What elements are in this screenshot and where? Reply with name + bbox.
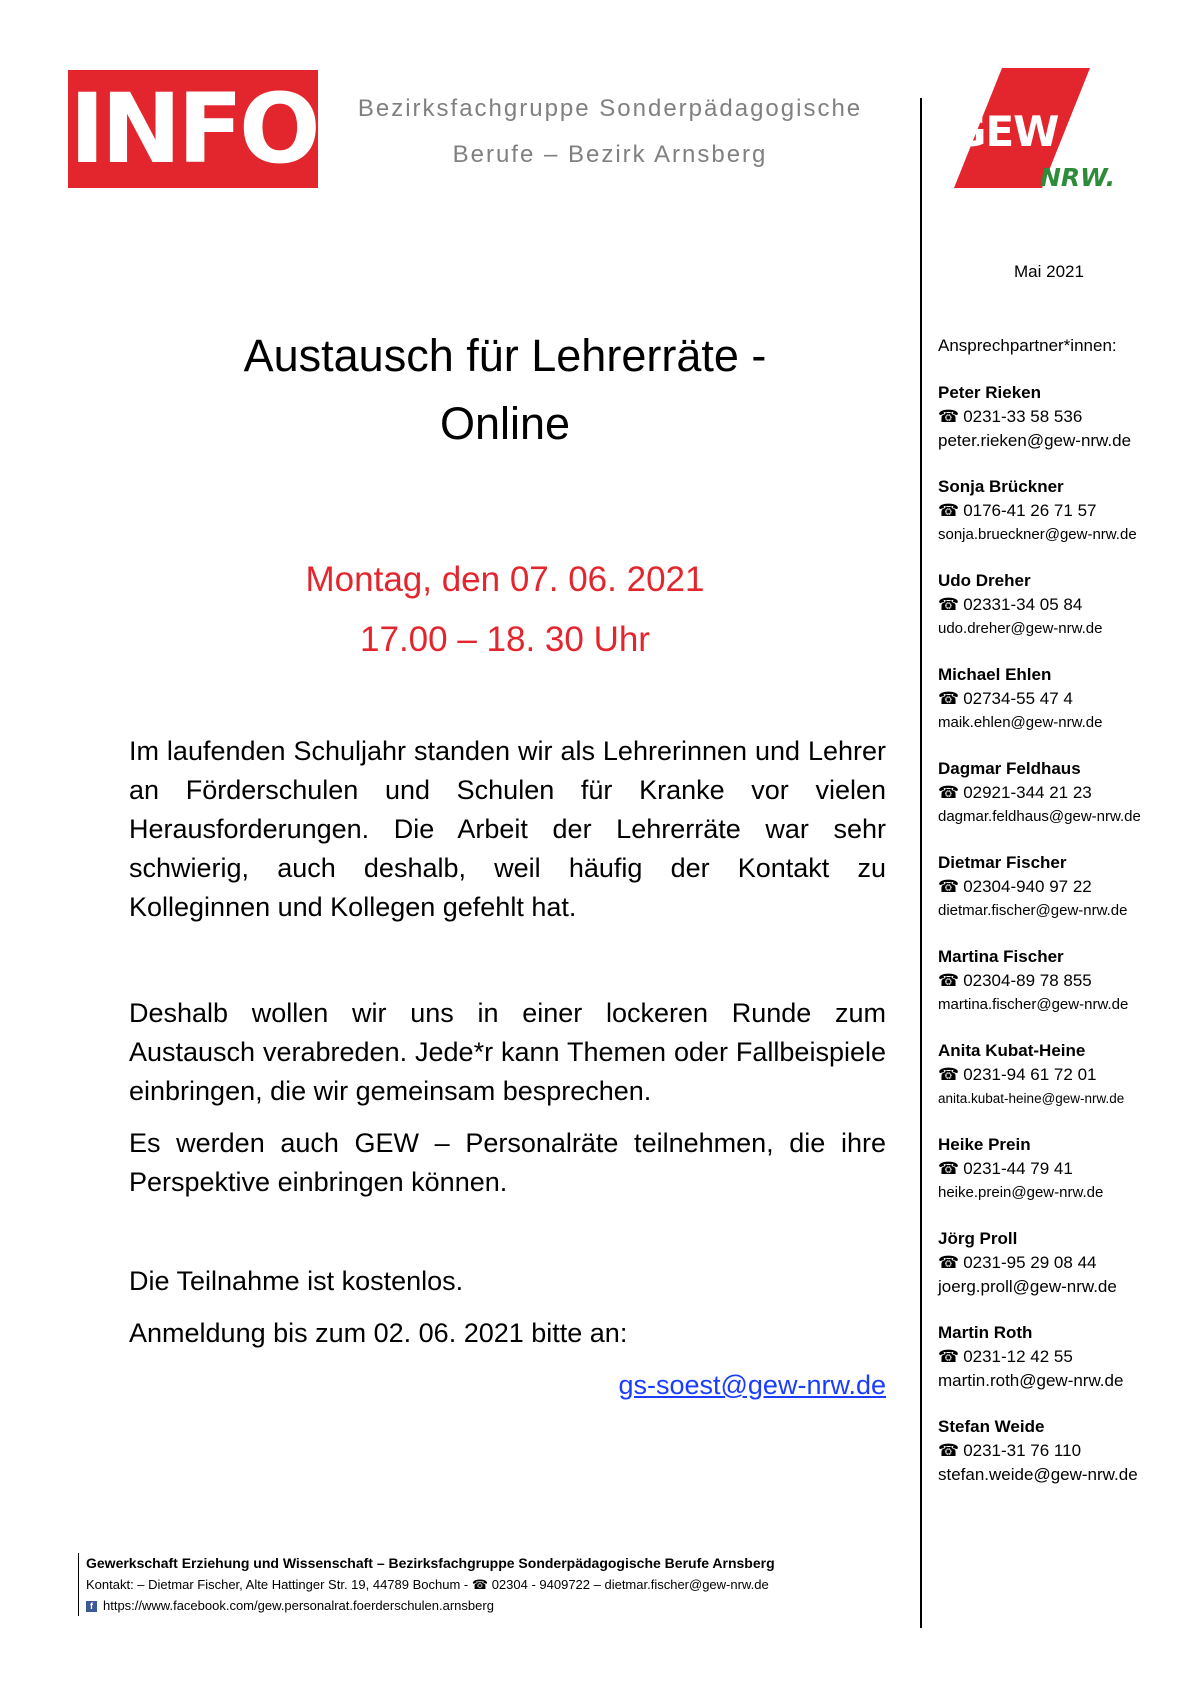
contact-name: Jörg Proll (938, 1229, 1018, 1248)
contact-email[interactable]: peter.rieken@gew-nrw.de (938, 431, 1132, 450)
contact-name: Peter Rieken (938, 383, 1041, 402)
contact-phone: ☎ 0231-12 42 55 (938, 1347, 1073, 1366)
event-time: 17.00 – 18. 30 Uhr (360, 620, 650, 659)
contact-phone: ☎ 02304-940 97 22 (938, 877, 1092, 896)
phone-icon: ☎ (938, 1065, 960, 1084)
contact-phone: ☎ 02304-89 78 855 (938, 971, 1092, 990)
registration-email-link[interactable]: gs-soest@gew-nrw.de (618, 1370, 886, 1400)
phone-icon: ☎ (938, 1159, 960, 1178)
event-date: Montag, den 07. 06. 2021 (305, 560, 705, 599)
nrw-logo-text: NRW. (1040, 163, 1116, 192)
contact-email[interactable]: maik.ehlen@gew-nrw.de (938, 714, 1103, 731)
phone-icon: ☎ (938, 407, 960, 426)
event-schedule (120, 550, 890, 670)
contact-phone: ☎ 0231-33 58 536 (938, 407, 1083, 426)
contact-name: Sonja Brückner (938, 477, 1064, 496)
contact-card (938, 381, 1178, 453)
phone-icon: ☎ (938, 595, 960, 614)
contact-name: Dietmar Fischer (938, 853, 1067, 872)
contact-card (938, 475, 1178, 547)
contact-phone: ☎ 0231-94 61 72 01 (938, 1065, 1097, 1084)
gew-nrw-logo (950, 68, 1130, 198)
contact-email[interactable]: heike.prein@gew-nrw.de (938, 1184, 1104, 1201)
contact-name: Dagmar Feldhaus (938, 759, 1081, 778)
contact-email[interactable]: joerg.proll@gew-nrw.de (938, 1277, 1117, 1296)
vertical-divider (920, 98, 922, 1628)
contact-name: Stefan Weide (938, 1417, 1045, 1436)
phone-icon: ☎ (938, 877, 960, 896)
contact-email[interactable]: martina.fischer@gew-nrw.de (938, 996, 1129, 1013)
footer (78, 1553, 906, 1616)
contact-phone: ☎ 0176-41 26 71 57 (938, 501, 1097, 520)
title-line1: Austausch für Lehrerräte - (243, 330, 767, 381)
personalrat-paragraph: Es werden auch GEW – Personalräte teilnehmen, die ihre Perspektive einbringen können. (129, 1128, 886, 1197)
contact-email[interactable]: dietmar.fischer@gew-nrw.de (938, 902, 1128, 919)
contact-email[interactable]: sonja.brueckner@gew-nrw.de (938, 526, 1137, 543)
contact-email[interactable]: udo.dreher@gew-nrw.de (938, 620, 1103, 637)
contact-name: Heike Prein (938, 1135, 1031, 1154)
phone-icon: ☎ (938, 971, 960, 990)
contact-name: Martina Fischer (938, 947, 1064, 966)
contacts-heading: Ansprechpartner*innen: (938, 336, 1117, 355)
contact-phone: ☎ 0231-95 29 08 44 (938, 1253, 1097, 1272)
phone-icon: ☎ (471, 1577, 489, 1592)
contact-email[interactable]: anita.kubat-heine@gew-nrw.de (938, 1091, 1125, 1106)
contact-phone: ☎ 02734-55 47 4 (938, 689, 1073, 708)
phone-icon: ☎ (938, 1253, 960, 1272)
contact-card (938, 1133, 1178, 1205)
footer-facebook (86, 1595, 906, 1616)
contact-email[interactable]: martin.roth@gew-nrw.de (938, 1371, 1124, 1390)
info-logo: INFO (68, 70, 318, 188)
registration-note: Anmeldung bis zum 02. 06. 2021 bitte an: (129, 1318, 628, 1348)
contact-card (938, 1321, 1178, 1393)
contact-card (938, 1415, 1178, 1487)
contact-card (938, 1039, 1178, 1111)
contact-phone: ☎ 02331-34 05 84 (938, 595, 1083, 614)
contact-email[interactable]: stefan.weide@gew-nrw.de (938, 1465, 1138, 1484)
gew-logo-text: GEW (952, 107, 1059, 156)
contact-card (938, 757, 1178, 829)
contact-phone: ☎ 0231-44 79 41 (938, 1159, 1073, 1178)
contact-card (938, 945, 1178, 1017)
invitation-paragraph: Deshalb wollen wir uns in einer lockeren Runde zum Austausch verabreden. Jede*r kann Themen oder Fallbeispiele einbringen, die wir gemeinsam besprechen. (129, 998, 886, 1106)
contact-phone: ☎ 02921-344 21 23 (938, 783, 1092, 802)
contacts-sidebar (938, 336, 1178, 1509)
phone-icon: ☎ (938, 1347, 960, 1366)
header-title-line1: Bezirksfachgruppe Sonderpädagogische (357, 95, 863, 122)
contact-name: Udo Dreher (938, 571, 1031, 590)
cost-note: Die Teilnahme ist kostenlos. (129, 1266, 464, 1296)
contact-card (938, 1227, 1178, 1299)
contact-name: Michael Ehlen (938, 665, 1052, 684)
document-date: Mai 2021 (1014, 262, 1084, 281)
phone-icon: ☎ (938, 783, 960, 802)
contact-phone: ☎ 0231-31 76 110 (938, 1441, 1082, 1460)
contact-email[interactable]: dagmar.feldhaus@gew-nrw.de (938, 808, 1141, 825)
page-title (120, 322, 890, 458)
contact-name: Anita Kubat-Heine (938, 1041, 1086, 1060)
phone-icon: ☎ (938, 689, 960, 708)
phone-icon: ☎ (938, 1441, 960, 1460)
footer-contact: Kontakt: – Dietmar Fischer, Alte Hattinger Str. 19, 44789 Bochum - ☎ 02304 - 9409722 – dietmar.fischer@gew-nrw.de (86, 1577, 769, 1592)
phone-icon: ☎ (938, 501, 960, 520)
footer-title: Gewerkschaft Erziehung und Wissenschaft – Bezirksfachgruppe Sonderpädagogische Berufe Arnsberg (86, 1555, 775, 1571)
contact-card (938, 663, 1178, 735)
contact-card (938, 569, 1178, 641)
intro-paragraph: Im laufenden Schuljahr standen wir als Lehrerinnen und Lehrer an Förderschulen und Schulen für Kranke vor vielen Herausforderungen. Die Arbeit der Lehrerräte war sehr schwierig, auch deshalb, weil häufig der Kontakt zu Kolleginnen und Kollegen gefehlt hat. (129, 736, 886, 922)
facebook-link[interactable]: https://www.facebook.com/gew.personalrat.foerderschulen.arnsberg (103, 1598, 494, 1613)
title-line2: Online (439, 398, 571, 449)
contact-card (938, 851, 1178, 923)
facebook-icon: f (86, 1601, 97, 1612)
header-title (330, 86, 890, 178)
contact-name: Martin Roth (938, 1323, 1033, 1342)
header-title-line2: Berufe – Bezirk Arnsberg (452, 141, 768, 168)
